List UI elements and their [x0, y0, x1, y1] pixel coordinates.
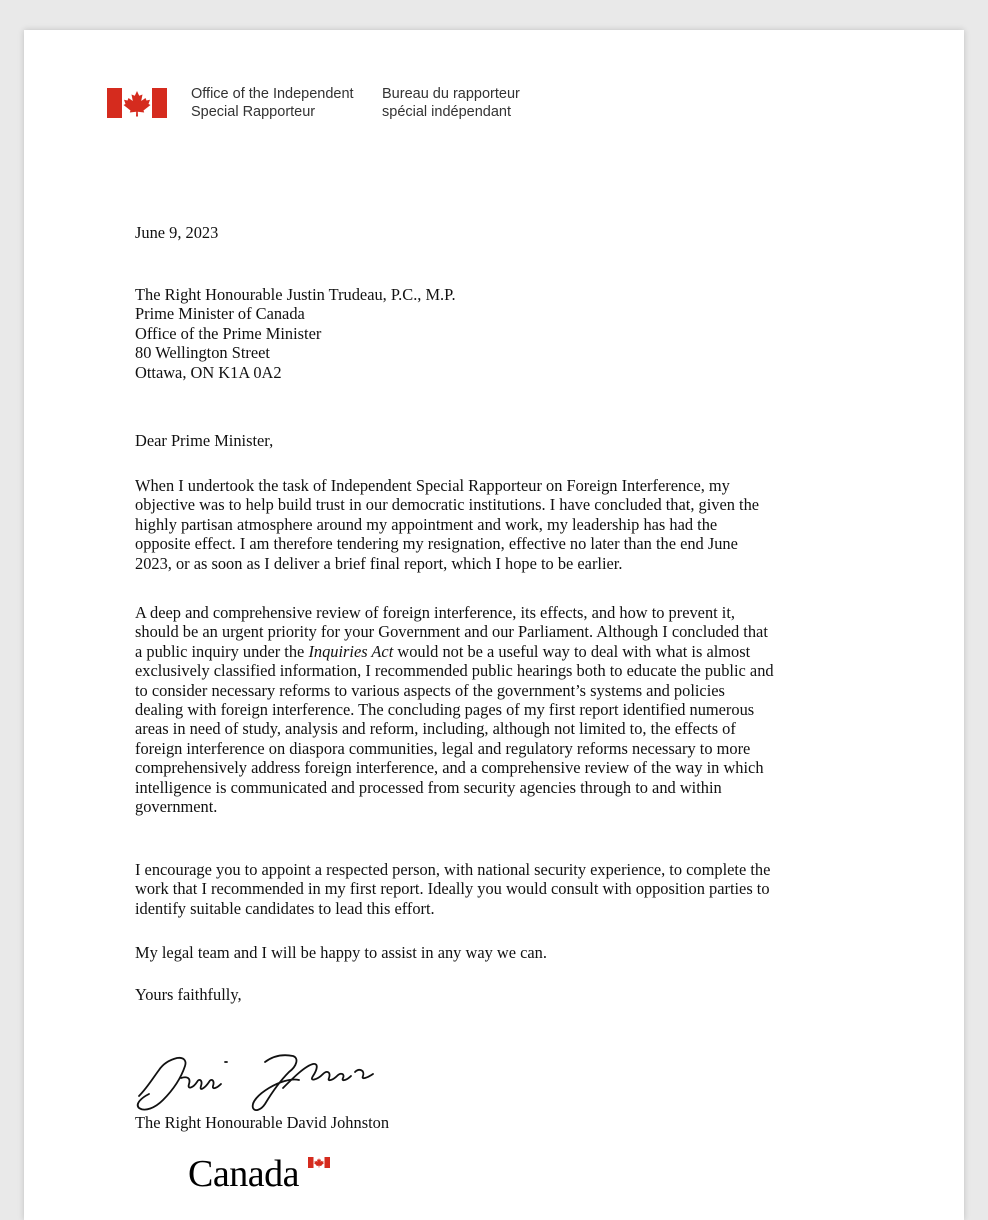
inquiries-act-title: Inquiries Act [308, 641, 394, 661]
address-line: Ottawa, ON K1A 0A2 [135, 362, 282, 382]
paragraph-line: When I undertook the task of Independent Special Rapporteur on Foreign Interference, my [135, 476, 730, 495]
paragraph-line: comprehensively address foreign interference, and a comprehensive review of the way in which [135, 758, 764, 778]
paragraph-text: would not be a useful way to deal with what is almost [393, 641, 751, 661]
address-line: Prime Minister of Canada [135, 304, 305, 324]
paragraph-line: dealing with foreign interference. The concluding pages of my first report identified numerous [135, 700, 755, 720]
paragraph-line [135, 642, 895, 661]
office-name-english [191, 85, 354, 121]
paragraph-line: highly partisan atmosphere around my appointment and work, my leadership has had the [135, 514, 718, 534]
paragraph-line: foreign interference on diaspora communities, legal and regulatory reforms necessary to more [135, 738, 751, 758]
paragraph-line: to consider necessary reforms to various aspects of the government’s systems and policies [135, 680, 725, 700]
paragraph-line: government. [135, 797, 218, 817]
paragraph-line: exclusively classified information, I recommended public hearings both to educate the public and [135, 661, 774, 681]
signature [133, 1048, 383, 1118]
address-line: 80 Wellington Street [135, 343, 270, 363]
paragraph-assistance: My legal team and I will be happy to assist in any way we can. [135, 943, 547, 962]
canada-wordmark-text: Canada [188, 1153, 299, 1195]
paragraph-recommendation [135, 860, 895, 918]
recipient-address [135, 285, 895, 382]
paragraph-review [135, 603, 895, 816]
letter-page [24, 30, 964, 1220]
paragraph-line: should be an urgent priority for your Government and our Parliament. Although I concluded that [135, 622, 768, 642]
paragraph-line: opposite effect. I am therefore tendering my resignation, effective no later than the end June [135, 534, 738, 554]
office-name-fr-line: spécial indépendant [382, 104, 511, 120]
paragraph-line: identify suitable candidates to lead this effort. [135, 898, 435, 918]
closing: Yours faithfully, [135, 985, 242, 1004]
paragraph-resignation [135, 476, 895, 573]
office-name-en-line: Special Rapporteur [191, 104, 316, 120]
office-name-fr-line: Bureau du rapporteur [382, 86, 520, 102]
canada-flag-icon [107, 88, 167, 118]
paragraph-line: work that I recommended in my first report. Ideally you would consult with opposition parties to [135, 879, 770, 899]
paragraph-line: objective was to help build trust in our democratic institutions. I have concluded that, given the [135, 495, 760, 515]
office-name-en-line: Office of the Independent [191, 86, 354, 102]
letter-date: June 9, 2023 [135, 223, 219, 242]
paragraph-line: 2023, or as soon as I deliver a brief final report, which I hope to be earlier. [135, 553, 623, 573]
paragraph-text: a public inquiry under the [135, 641, 309, 661]
salutation: Dear Prime Minister, [135, 431, 274, 450]
office-name-french [382, 85, 520, 121]
paragraph-line: areas in need of study, analysis and reform, including, although not limited to, the effects of [135, 719, 736, 739]
paragraph-line: A deep and comprehensive review of foreign interference, its effects, and how to prevent it, [135, 603, 736, 622]
signer-name: The Right Honourable David Johnston [135, 1113, 390, 1132]
canada-wordmark-flag-icon [308, 1157, 330, 1168]
canada-wordmark [188, 1152, 299, 1197]
paragraph-line: intelligence is communicated and processed from security agencies through to and within [135, 777, 722, 797]
address-line: Office of the Prime Minister [135, 323, 322, 343]
paragraph-line: I encourage you to appoint a respected person, with national security experience, to complete the [135, 860, 771, 879]
address-line: The Right Honourable Justin Trudeau, P.C., M.P. [135, 285, 456, 304]
